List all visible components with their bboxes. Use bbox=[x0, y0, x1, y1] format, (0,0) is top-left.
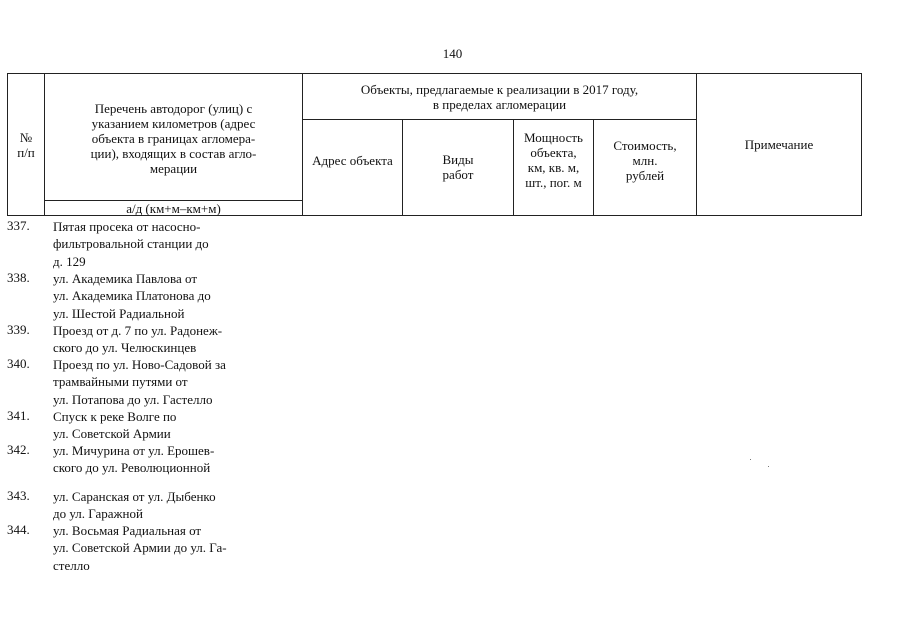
header-col-number: № п/п bbox=[17, 129, 35, 160]
header-col-cost: Стоимость, млн. рублей bbox=[613, 137, 677, 183]
list-item: 337. Пятая просека от насосно- фильтровальной станции до д. 129 bbox=[7, 218, 209, 269]
road-list bbox=[7, 218, 307, 574]
page-number: 140 bbox=[442, 46, 463, 61]
scan-speck bbox=[750, 459, 751, 460]
list-item: 343. ул. Саранская от ул. Дыбенко до ул. Гаражной bbox=[7, 488, 216, 522]
header-col-capacity: Мощность объекта, км, кв. м, шт., пог. м bbox=[524, 130, 583, 190]
list-item: 342. ул. Мичурина от ул. Ерошев- ского до ул. Революционной bbox=[7, 442, 215, 476]
header-col-roads-sub: а/д (км+м–км+м) bbox=[126, 200, 221, 216]
header-group-title: Объекты, предлагаемые к реализации в 2017 году, в пределах агломерации bbox=[360, 81, 639, 112]
list-item: 340. Проезд по ул. Ново-Садовой за трамвайными путями от ул. Потапова до ул. Гастелло bbox=[7, 356, 226, 407]
list-item: 344. ул. Восьмая Радиальная от ул. Советской Армии до ул. Га- стелло bbox=[7, 522, 227, 573]
header-col-works: Виды работ bbox=[442, 152, 474, 182]
list-item: 339. Проезд от д. 7 по ул. Радонеж- ского до ул. Челюскинцев bbox=[7, 322, 223, 356]
scan-speck bbox=[768, 466, 769, 467]
list-item: 338. ул. Академика Павлова от ул. Академика Платонова до ул. Шестой Радиальной bbox=[7, 270, 211, 321]
header-col-address: Адрес объекта bbox=[312, 152, 393, 168]
header-table bbox=[7, 73, 862, 216]
header-col-note: Примечание bbox=[744, 137, 814, 152]
list-item: 341. Спуск к реке Волге по ул. Советской Армии bbox=[7, 408, 177, 442]
header-col-roads: Перечень автодорог (улиц) с указанием километров (адрес объекта в границах агломера- ции), входящих в состав агло- мерации bbox=[90, 100, 257, 176]
